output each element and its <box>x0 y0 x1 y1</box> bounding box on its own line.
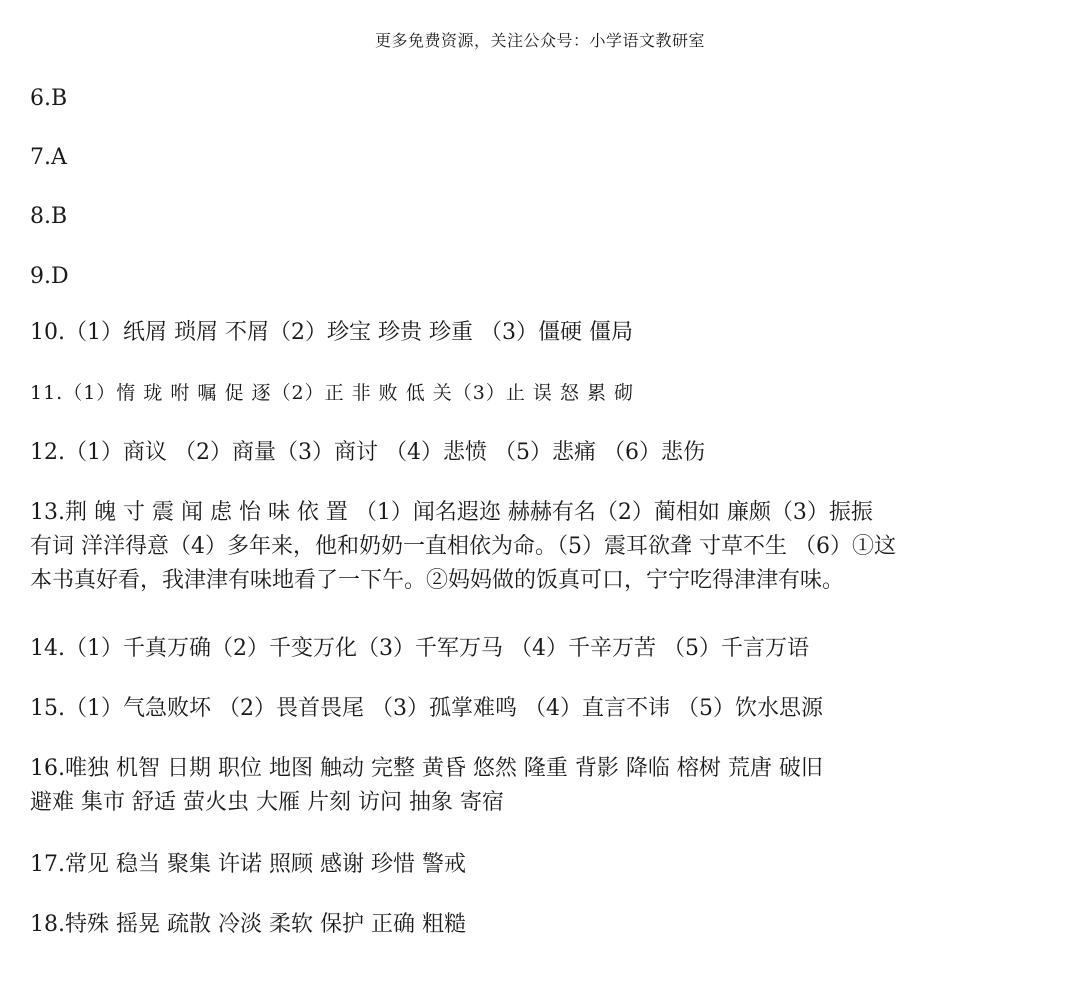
answer-9: 9.D <box>30 264 69 289</box>
answer-16-line-1: 16.唯独 机智 日期 职位 地图 触动 完整 黄昏 悠然 隆重 背影 降临 榕树 荒唐 破旧 <box>30 756 823 781</box>
answer-16 <box>30 752 1060 820</box>
page-header: 更多免费资源，关注公众号：小学语文教研室 <box>374 31 705 50</box>
answer-10: 10.（1）纸屑 琐屑 不屑（2）珍宝 珍贵 珍重 （3）僵硬 僵局 <box>30 320 633 345</box>
answer-7: 7.A <box>30 145 67 170</box>
answer-11: 11.（1）惰 珑 咐 嘱 促 逐（2）正 非 败 低 关（3）止 误 怒 累 砌 <box>30 382 634 404</box>
answer-13-line-2: 有词 洋洋得意（4）多年来，他和奶奶一直相依为命。（5）震耳欲聋 寸草不生 （6）①这 <box>30 534 896 559</box>
answer-16-line-2: 避难 集市 舒适 萤火虫 大雁 片刻 访问 抽象 寄宿 <box>30 790 504 815</box>
answer-15: 15.（1）气急败坏 （2）畏首畏尾 （3）孤掌难鸣 （4）直言不讳 （5）饮水思源 <box>30 696 823 721</box>
answer-13-line-1: 13.荆 魄 寸 震 闻 虑 怡 味 依 置 （1）闻名遐迩 赫赫有名（2）蔺相如 廉颇（3）振振 <box>30 500 873 525</box>
answer-13 <box>30 496 1060 598</box>
answer-17: 17.常见 稳当 聚集 许诺 照顾 感谢 珍惜 警戒 <box>30 852 466 877</box>
answer-6: 6.B <box>30 86 68 111</box>
answer-8: 8.B <box>30 204 68 229</box>
answer-18: 18.特殊 摇晃 疏散 冷淡 柔软 保护 正确 粗糙 <box>30 912 466 937</box>
answer-14: 14.（1）千真万确（2）千变万化（3）千军万马 （4）千辛万苦 （5）千言万语 <box>30 636 809 661</box>
answer-13-line-3: 本书真好看，我津津有味地看了一下午。②妈妈做的饭真可口，宁宁吃得津津有味。 <box>30 568 845 593</box>
answer-12: 12.（1）商议 （2）商量（3）商讨 （4）悲愤 （5）悲痛 （6）悲伤 <box>30 440 705 465</box>
